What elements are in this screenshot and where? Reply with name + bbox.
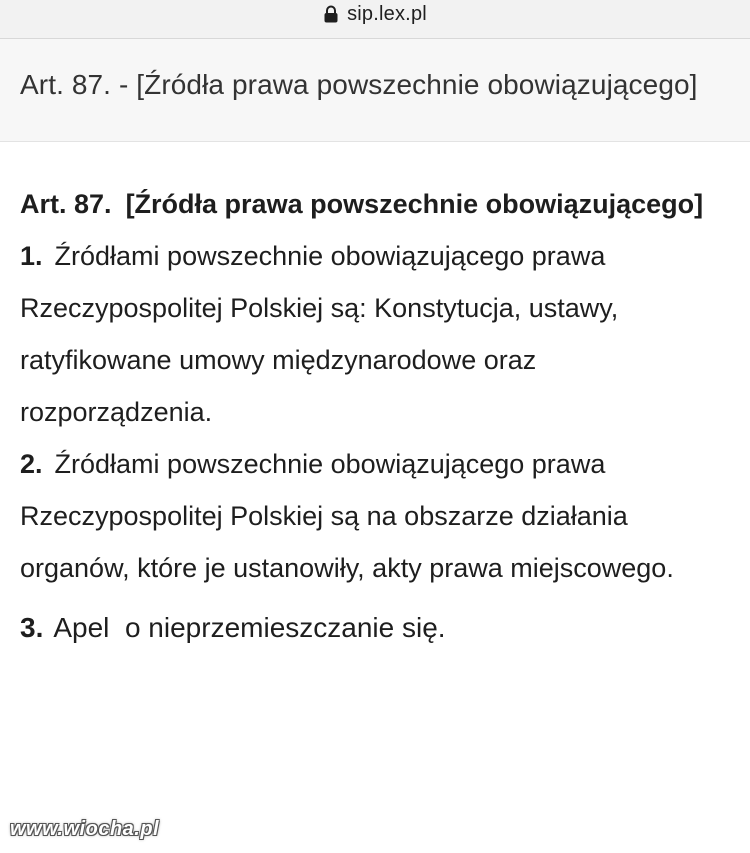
watermark: www.wiocha.pl bbox=[10, 818, 160, 840]
article-heading bbox=[20, 178, 735, 230]
lock-icon bbox=[323, 5, 339, 23]
address-inner bbox=[323, 3, 427, 26]
paragraph-text: Apel o nieprzemieszczanie się. bbox=[53, 612, 446, 643]
article-heading-text: [Źródła prawa powszechnie obowiązującego] bbox=[125, 189, 704, 219]
title-bar bbox=[0, 39, 750, 142]
paragraph-3 bbox=[20, 602, 735, 654]
address-bar[interactable] bbox=[0, 0, 750, 39]
paragraph-number: 2. bbox=[20, 449, 43, 479]
paragraph-1 bbox=[20, 230, 735, 438]
article-content bbox=[20, 178, 735, 654]
paragraph-number: 1. bbox=[20, 241, 43, 271]
article-number-label: Art. bbox=[20, 189, 67, 219]
article-number: 87. bbox=[74, 189, 112, 219]
url-text[interactable]: sip.lex.pl bbox=[347, 2, 427, 25]
page-title: Art. 87. - [Źródła prawa powszechnie obowiązującego] bbox=[20, 69, 698, 100]
paragraph-2 bbox=[20, 438, 735, 594]
paragraph-text: Źródłami powszechnie obowiązującego prawa Rzeczypospolitej Polskiej są na obszarze działania organów, które je ustanowiły, akty prawa miejscowego. bbox=[20, 449, 674, 583]
paragraph-text: Źródłami powszechnie obowiązującego prawa Rzeczypospolitej Polskiej są: Konstytucja, ustawy, ratyfikowane umowy międzynarodowe oraz rozporządzenia. bbox=[20, 241, 619, 427]
paragraph-number: 3. bbox=[20, 612, 44, 643]
